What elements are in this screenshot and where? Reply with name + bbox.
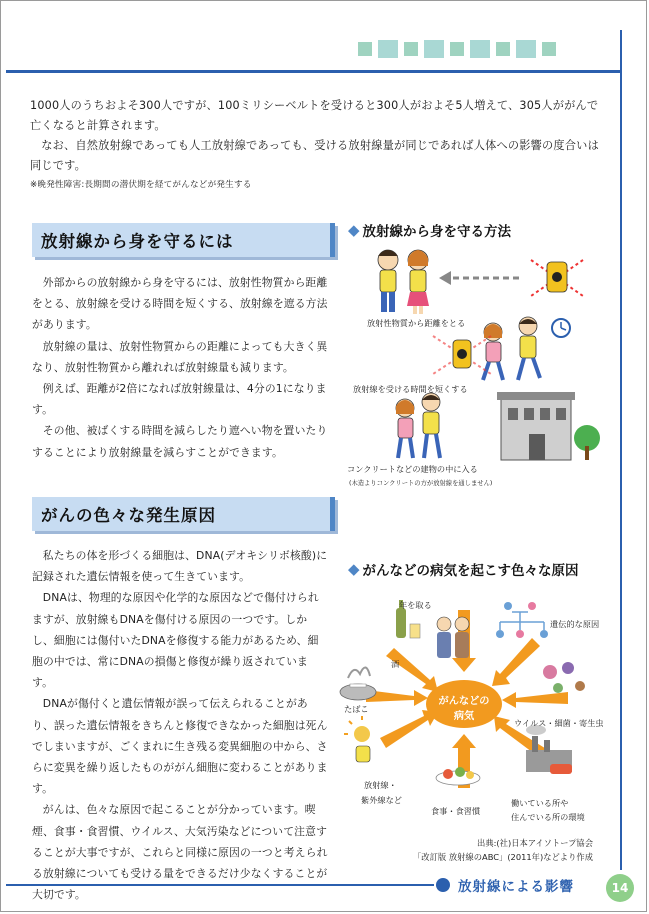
- bullet-icon: [436, 878, 450, 892]
- footer-title: 放射線による影響: [458, 879, 574, 895]
- virus-icon: [543, 662, 585, 693]
- radioactive-barrel-icon: [531, 260, 583, 296]
- section-title-text: 放射線から身を守るには: [41, 232, 234, 251]
- figure-title-cancer: [348, 559, 579, 579]
- diamond-icon: ◆: [348, 221, 360, 239]
- center-label: [436, 692, 492, 722]
- label-virus: ウイルス・細菌・寄生虫: [514, 718, 604, 728]
- children-figure: [378, 250, 429, 314]
- label-heredity: 遺伝的な原因: [550, 619, 600, 629]
- section-body-cancer: [32, 545, 328, 905]
- deco-square: [496, 42, 510, 56]
- figure-source: [355, 836, 593, 864]
- deco-square: [424, 40, 444, 58]
- figure-title-text: 放射線から身を守る方法: [362, 224, 512, 240]
- label-age: 年を取る: [399, 600, 432, 610]
- tobacco-ashtray-icon: [340, 667, 376, 700]
- intro-line-2: なお、自然放射線であっても人工放射線であっても、受ける放射線量が同じであれば人体への影響の度合いは同じです。: [30, 139, 599, 172]
- label-time: 放射線を受ける時間を短くする: [353, 384, 468, 394]
- decorative-squares: [358, 42, 556, 58]
- margin-rule: [620, 30, 622, 870]
- footer: [436, 875, 574, 895]
- factory-environment-icon: [526, 725, 572, 774]
- paragraph: DNAは、物理的な原因や化学的な原因などで傷付けられますが、放射線もDNAを傷付ける原因の一つです。しかし、細胞には傷付いたDNAを修復する能力があるため、細胞の中では、常にDNAの損傷と修復が繰り返されています。: [32, 591, 319, 690]
- walking-children-figure: [483, 317, 540, 380]
- source-line-1: 出典:(社)日本アイソトープ協会: [477, 838, 593, 848]
- label-building-note: (木造よりコンクリートの方が放射線を通しません): [349, 480, 493, 487]
- label-environment-1: 働いている所や: [511, 798, 569, 808]
- children-building-figure: [396, 393, 440, 458]
- clock-icon: [552, 319, 570, 337]
- section-title-cancer: [32, 497, 335, 531]
- paragraph: DNAが傷付くと遺伝情報が誤って伝えられることがあり、誤った遺伝情報をきちんと修復できなかった細胞は死んでしまいますが、ごくまれに生き残る変異細胞の中から、さらに変異を繰り返したものががん細胞に変わることがあります。: [32, 697, 328, 796]
- deco-square: [450, 42, 464, 56]
- section-title-text: がんの色々な発生原因: [41, 506, 216, 525]
- building-icon: [497, 392, 575, 460]
- source-line-2: 「改訂版 放射線のABC」(2011年)などより作成: [413, 852, 593, 862]
- deco-square: [358, 42, 372, 56]
- footer-rule: [6, 884, 434, 886]
- label-food: 食事・食習慣: [431, 806, 481, 816]
- intro-line-1: 1000人のうちおよそ300人ですが、100ミリシーベルトを受けると300人がおよそ5人増えて、305人ががんで亡くなると計算されます。: [30, 99, 599, 132]
- intro-note: ※晩発性障害:長期間の潜伏期を経てがんなどが発生する: [30, 180, 252, 190]
- deco-square: [542, 42, 556, 56]
- label-radiation-2: 紫外線など: [361, 795, 402, 805]
- food-icon: [436, 767, 480, 785]
- radioactive-barrel-icon: [433, 336, 491, 374]
- deco-square: [378, 40, 398, 58]
- intro-text: [30, 96, 605, 192]
- figure-title-protection: [348, 220, 511, 240]
- deco-square: [470, 40, 490, 58]
- section-title-protection: [32, 223, 335, 257]
- page-number: 14: [606, 874, 634, 902]
- figure-title-text: がんなどの病気を起こす色々な原因: [362, 563, 579, 579]
- tree-icon: [574, 425, 600, 460]
- protection-illustration: [343, 240, 613, 500]
- elderly-couple-icon: [437, 617, 469, 658]
- paragraph: 例えば、距離が2倍になれば放射線量は、4分の1になります。: [32, 382, 327, 417]
- paragraph: がんは、色々な原因で起こることが分かっています。喫煙、食事・食習慣、ウイルス、大気汚染などについて注意することが大事ですが、これらと同様に原因の一つと考えられる放射線についても受ける量をできるだけ少なくすることが大切です。: [32, 803, 328, 902]
- label-distance: 放射性物質から距離をとる: [367, 318, 466, 328]
- paragraph: その他、被ばくする時間を減らしたり遮へい物を置いたりすることにより放射線量を減らすことができます。: [32, 424, 328, 459]
- deco-square: [516, 40, 536, 58]
- paragraph: 私たちの体を形づくる細胞は、DNA(デオキシリボ核酸)に記録された遺伝情報を使って生きています。: [32, 549, 328, 584]
- label-environment-2: 住んでいる所の環境: [511, 812, 585, 822]
- center-label-line-2: 病気: [453, 711, 475, 722]
- heredity-tree-icon: [496, 602, 548, 638]
- paragraph: 外部からの放射線から身を守るには、放射性物質から距離をとる、放射線を受ける時間を短くする、放射線を遮る方法があります。: [32, 276, 328, 332]
- center-label-line-1: がんなどの: [438, 696, 490, 707]
- label-alcohol: 酒: [391, 659, 400, 669]
- label-building: コンクリートなどの建物の中に入る: [347, 464, 478, 474]
- deco-square: [404, 42, 418, 56]
- header-rule: [6, 70, 621, 73]
- label-radiation-1: 放射線・: [364, 780, 397, 790]
- diamond-icon: ◆: [348, 560, 360, 578]
- sun-radiation-icon: [344, 716, 370, 762]
- label-tobacco: たばこ: [344, 704, 369, 714]
- section-body-protection: [32, 272, 328, 463]
- paragraph: 放射線の量は、放射性物質からの距離によっても大きく異なり、放射性物質から離れれば放射線量も減ります。: [32, 339, 328, 374]
